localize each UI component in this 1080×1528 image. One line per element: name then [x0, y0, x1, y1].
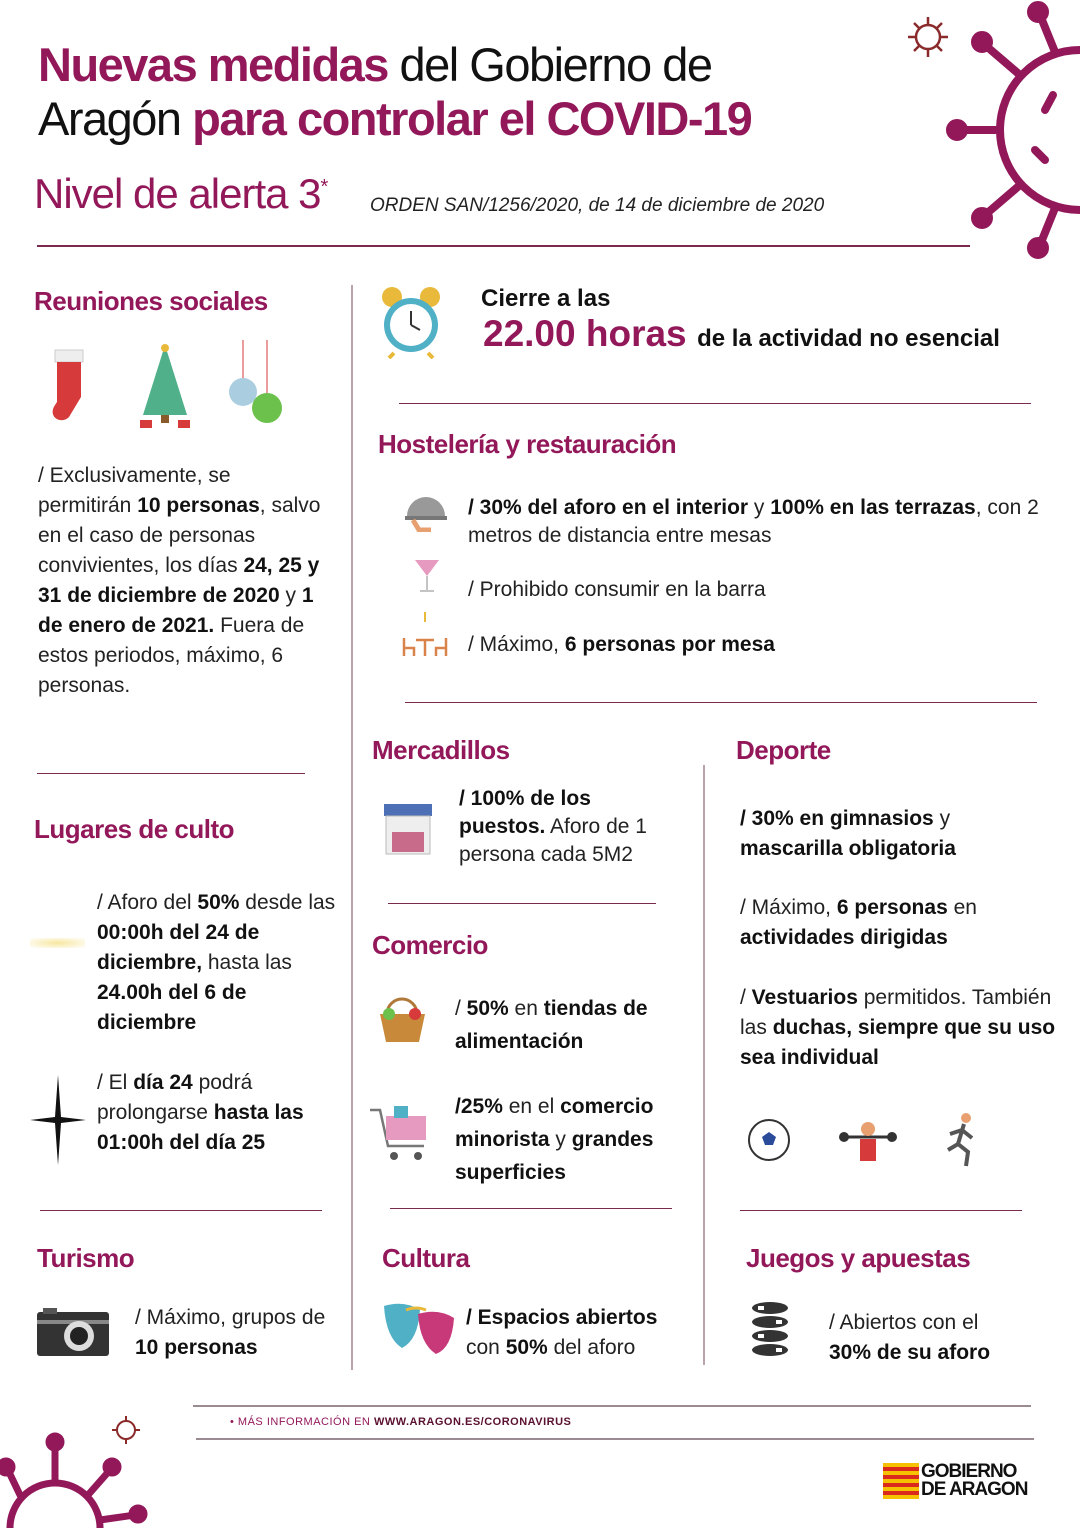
bold-text: mascarilla obligatoria [740, 837, 956, 860]
bold-text: / 30% en gimnasios [740, 807, 934, 830]
text-segment: del Gobierno de [387, 38, 712, 91]
camera-icon [35, 1306, 111, 1358]
text-segment: en [947, 896, 977, 919]
casino-chips-icon [748, 1300, 792, 1358]
text-segment: en el [502, 1095, 561, 1118]
section-title-hosteleria: Hostelería y restauración [378, 429, 677, 459]
divider [193, 1405, 1031, 1407]
food-basket-icon [375, 992, 430, 1047]
christmas-ornaments-icon [225, 340, 285, 430]
hosteleria-item-3 [468, 630, 775, 660]
cultura-text [466, 1303, 691, 1363]
cloche-tray-icon [403, 490, 449, 532]
section-title-reuniones: Reuniones sociales [34, 286, 268, 316]
text-segment: y [748, 496, 771, 519]
table-chairs-icon [400, 610, 450, 660]
bold-text: duchas, siempre que su uso sea individual [740, 1016, 1056, 1069]
text-segment: Aforo de 1 persona cada 5M2 [459, 815, 647, 866]
reuniones-text [38, 461, 323, 701]
weightlifter-icon [838, 1115, 898, 1165]
text-segment: / Máximo, [468, 633, 565, 656]
bold-text: tiendas de alimentación [455, 997, 648, 1053]
divider [388, 903, 656, 904]
divider [196, 1438, 1034, 1440]
bold-text: actividades dirigidas [740, 926, 948, 949]
divider [37, 245, 970, 247]
bold-text: 6 personas por mesa [564, 633, 775, 656]
bold-text: 10 personas [137, 494, 260, 517]
bold-text: /25% [455, 1095, 503, 1118]
bold-text: Vestuarios [751, 986, 858, 1009]
divider [390, 1208, 672, 1209]
star-icon [30, 1075, 86, 1165]
bold-text: / 100% de los puestos. [459, 787, 591, 838]
divider [37, 773, 305, 774]
text-segment: , salvo en el caso de personas convivientes, los días [38, 494, 321, 577]
text-segment: Aragón [38, 92, 193, 145]
bold-text: / 30% del aforo en el interior [468, 496, 749, 519]
theatre-masks-icon [380, 1300, 458, 1355]
mercadillos-text [459, 785, 674, 869]
closing-time: 22.00 horas de la actividad no esencial [483, 313, 1000, 354]
section-title-turismo: Turismo [37, 1243, 135, 1273]
turismo-text [135, 1303, 335, 1363]
christmas-tree-icon [135, 340, 195, 430]
section-title-culto: Lugares de culto [34, 814, 235, 844]
bold-text: / Espacios abiertos [466, 1306, 658, 1329]
juegos-text [829, 1308, 1019, 1368]
column-divider [351, 285, 353, 1370]
text-segment: / Máximo, grupos de [135, 1306, 326, 1329]
shopping-cart-icon [368, 1100, 434, 1166]
section-title-comercio: Comercio [372, 930, 488, 960]
text-segment: Fuera de estos periodos, máximo, 6 personas. [38, 614, 305, 697]
market-stall-icon [382, 802, 434, 857]
deporte-item-2 [740, 893, 1040, 953]
text-segment: / El [97, 1071, 134, 1094]
bold-text: hasta las 01:00h del día 25 [97, 1101, 304, 1154]
divider [399, 403, 1031, 404]
column-divider [703, 765, 705, 1365]
text-segment: / Abiertos con el [829, 1311, 979, 1334]
text-segment: hasta las [202, 951, 292, 974]
deporte-item-3 [740, 983, 1060, 1073]
bold-text: 1 de enero de 2021. [38, 584, 314, 637]
section-title-mercadillos: Mercadillos [372, 735, 510, 765]
section-title-cultura: Cultura [382, 1243, 470, 1273]
comercio-item-2 [455, 1090, 700, 1189]
bold-text: 24, 25 y 31 de diciembre de 2020 [38, 554, 320, 607]
more-info: • MÁS INFORMACIÓN EN WWW.ARAGON.ES/CORONAVIRUS [230, 1416, 572, 1428]
text-segment: , con 2 metros de distancia entre mesas [468, 496, 1039, 547]
bold-text: 100% en las terrazas [770, 496, 976, 519]
aragon-flag-icon [883, 1463, 919, 1499]
alert-level: Nivel de alerta 3* [34, 170, 328, 217]
section-title-deporte: Deporte [736, 735, 831, 765]
text-segment: / [740, 986, 752, 1009]
light-glow-icon [30, 938, 85, 948]
page-title [38, 38, 751, 146]
bold-text: 10 personas [135, 1336, 258, 1359]
bold-text: día 24 [133, 1071, 193, 1094]
text-segment: del aforo [547, 1336, 636, 1359]
culto-item-1 [97, 888, 342, 1038]
text-segment: en [508, 997, 544, 1020]
culto-item-2 [97, 1068, 337, 1158]
text-segment: podrá prolongarse [97, 1071, 253, 1124]
text-segment: desde las [239, 891, 336, 914]
text-segment: / Máximo, [740, 896, 837, 919]
bold-text: 00:00h del 24 de diciembre, [97, 921, 260, 974]
cocktail-glass-icon [412, 550, 442, 595]
text-segment: / Aforo del [97, 891, 198, 914]
text-segment: / Prohibido consumir en la barra [468, 578, 766, 601]
bold-text: 50% [197, 891, 240, 914]
hosteleria-item-2 [468, 575, 766, 605]
text-segment: / [455, 997, 467, 1020]
bold-text: 50% [466, 997, 509, 1020]
virus-bottom-icon [0, 1410, 150, 1528]
text-segment: permitidos. También las [740, 986, 1052, 1039]
gobierno-aragon-logo: GOBIERNO DE ARAGON [883, 1463, 1041, 1499]
comercio-item-1 [455, 992, 695, 1058]
bold-text: 50% [505, 1336, 548, 1359]
small-virus-icon [905, 14, 951, 60]
section-title-juegos: Juegos y apuestas [746, 1243, 971, 1273]
bold-text: grandes superficies [455, 1128, 654, 1184]
bold-text: 30% de su aforo [829, 1341, 991, 1364]
text-segment: y [933, 807, 951, 830]
bold-text: Nuevas medidas [38, 38, 388, 91]
text-segment: / Exclusivamente, se permitirán [38, 464, 231, 517]
order-reference: ORDEN SAN/1256/2020, de 14 de diciembre de 2020 [370, 195, 825, 216]
soccer-ball-icon [747, 1118, 791, 1162]
text-segment: y [279, 584, 302, 607]
hosteleria-item-1 [468, 494, 1048, 550]
christmas-stocking-icon [45, 345, 95, 425]
bold-text: 6 personas [836, 896, 948, 919]
deporte-item-1 [740, 804, 1000, 864]
bold-text: para controlar el COVID-19 [192, 92, 752, 145]
text-segment: con [466, 1336, 506, 1359]
text-segment: y [549, 1128, 572, 1151]
website-link[interactable]: WWW.ARAGON.ES/CORONAVIRUS [373, 1416, 572, 1428]
divider [40, 1210, 322, 1211]
runner-icon [940, 1110, 980, 1170]
bold-text: 24.00h del 6 de diciembre [97, 981, 247, 1034]
closing-time-label: Cierre a las [481, 285, 611, 312]
bold-text: comercio minorista [455, 1095, 654, 1151]
virus-icon [945, 0, 1080, 260]
divider [740, 1210, 1022, 1211]
divider [405, 702, 1037, 703]
alarm-clock-icon [378, 283, 444, 359]
